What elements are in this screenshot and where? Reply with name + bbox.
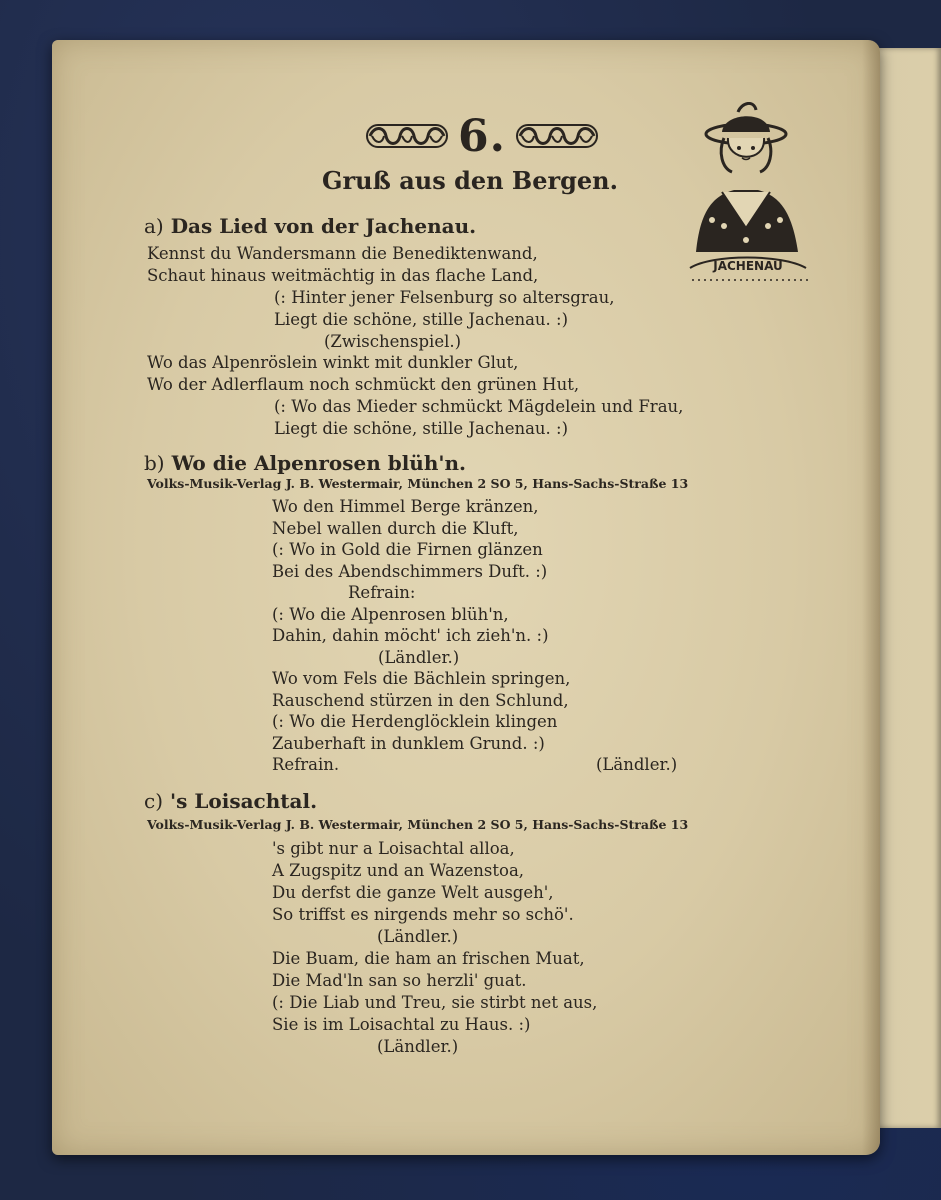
section-c-heading bbox=[144, 789, 317, 813]
section-a-heading bbox=[144, 214, 476, 238]
verse-line: Sie is im Loisachtal zu Haus. :) bbox=[272, 1015, 531, 1034]
left-ornament-icon bbox=[366, 122, 448, 150]
verse-line: A Zugspitz und an Wazenstoa, bbox=[272, 861, 525, 880]
section-b-label: b) bbox=[144, 451, 165, 475]
verse-line: (Ländler.) bbox=[377, 927, 459, 946]
song-number-heading bbox=[342, 106, 622, 166]
verse-line: (: Hinter jener Felsenburg so altersgrau, bbox=[274, 288, 615, 307]
verse-line: Kennst du Wandersmann die Benediktenwand, bbox=[147, 244, 538, 263]
verse-line: Zauberhaft in dunklem Grund. :) bbox=[272, 734, 545, 753]
verse-line: Die Buam, die ham an frischen Muat, bbox=[272, 949, 585, 968]
book-page bbox=[52, 40, 880, 1155]
verse-line: Wo der Adlerflaum noch schmückt den grünen Hut, bbox=[147, 375, 580, 394]
verse-line: Dahin, dahin möcht' ich zieh'n. :) bbox=[272, 626, 549, 645]
verse-line: (: Wo die Alpenrosen blüh'n, bbox=[272, 605, 509, 624]
section-a-title: Das Lied von der Jachenau. bbox=[170, 214, 477, 238]
section-c-label: c) bbox=[144, 789, 164, 813]
song-number: 6. bbox=[458, 110, 506, 162]
song-title: Gruß aus den Bergen. bbox=[322, 166, 618, 195]
verse-line: 's gibt nur a Loisachtal alloa, bbox=[272, 839, 515, 858]
publisher-line: Volks-Musik-Verlag J. B. Westermair, München 2 SO 5, Hans-Sachs-Straße 13 bbox=[147, 476, 689, 491]
verse-line: Liegt die schöne, stille Jachenau. :) bbox=[274, 419, 569, 438]
section-c-title: 's Loisachtal. bbox=[169, 789, 318, 813]
verse-line: (: Wo das Mieder schmückt Mägdelein und Frau, bbox=[274, 397, 684, 416]
verse-line: So triffst es nirgends mehr so schö'. bbox=[272, 905, 574, 924]
verse-line: (: Wo die Herdenglöcklein klingen bbox=[272, 712, 558, 731]
verse-line: Schaut hinaus weitmächtig in das flache Land, bbox=[147, 266, 539, 285]
verse-line: Die Mad'ln san so herzli' guat. bbox=[272, 971, 527, 990]
right-ornament-icon bbox=[516, 122, 598, 150]
verse-line: (: Wo in Gold die Firnen glänzen bbox=[272, 540, 543, 559]
verse-line: Wo den Himmel Berge kränzen, bbox=[272, 497, 539, 516]
verse-line: (Ländler.) bbox=[596, 755, 678, 774]
illustration-caption: JACHENAU bbox=[713, 259, 783, 273]
verse-line: Wo vom Fels die Bächlein springen, bbox=[272, 669, 571, 688]
section-b-title: Wo die Alpenrosen blüh'n. bbox=[171, 451, 467, 475]
section-b-heading bbox=[144, 451, 466, 475]
verse-line: Liegt die schöne, stille Jachenau. :) bbox=[274, 310, 569, 329]
verse-line: (: Die Liab und Treu, sie stirbt net aus, bbox=[272, 993, 598, 1012]
publisher-line: Volks-Musik-Verlag J. B. Westermair, München 2 SO 5, Hans-Sachs-Straße 13 bbox=[147, 817, 689, 832]
verse-line: (Ländler.) bbox=[377, 1037, 459, 1056]
verse-line: Du derfst die ganze Welt ausgeh', bbox=[272, 883, 554, 902]
verse-line: Refrain: bbox=[348, 583, 416, 602]
section-a-label: a) bbox=[144, 214, 164, 238]
verse-line: Refrain. bbox=[272, 755, 340, 774]
verse-line: (Zwischenspiel.) bbox=[324, 332, 462, 351]
verse-line: (Ländler.) bbox=[378, 648, 460, 667]
verse-line: Nebel wallen durch die Kluft, bbox=[272, 519, 519, 538]
verse-line: Wo das Alpenröslein winkt mit dunkler Glut, bbox=[147, 353, 519, 372]
verse-line: Bei des Abendschimmers Duft. :) bbox=[272, 562, 548, 581]
woman-in-dirndl-illustration bbox=[682, 102, 814, 292]
verse-line: Rauschend stürzen in den Schlund, bbox=[272, 691, 569, 710]
page-gutter-shadow bbox=[862, 40, 880, 1155]
